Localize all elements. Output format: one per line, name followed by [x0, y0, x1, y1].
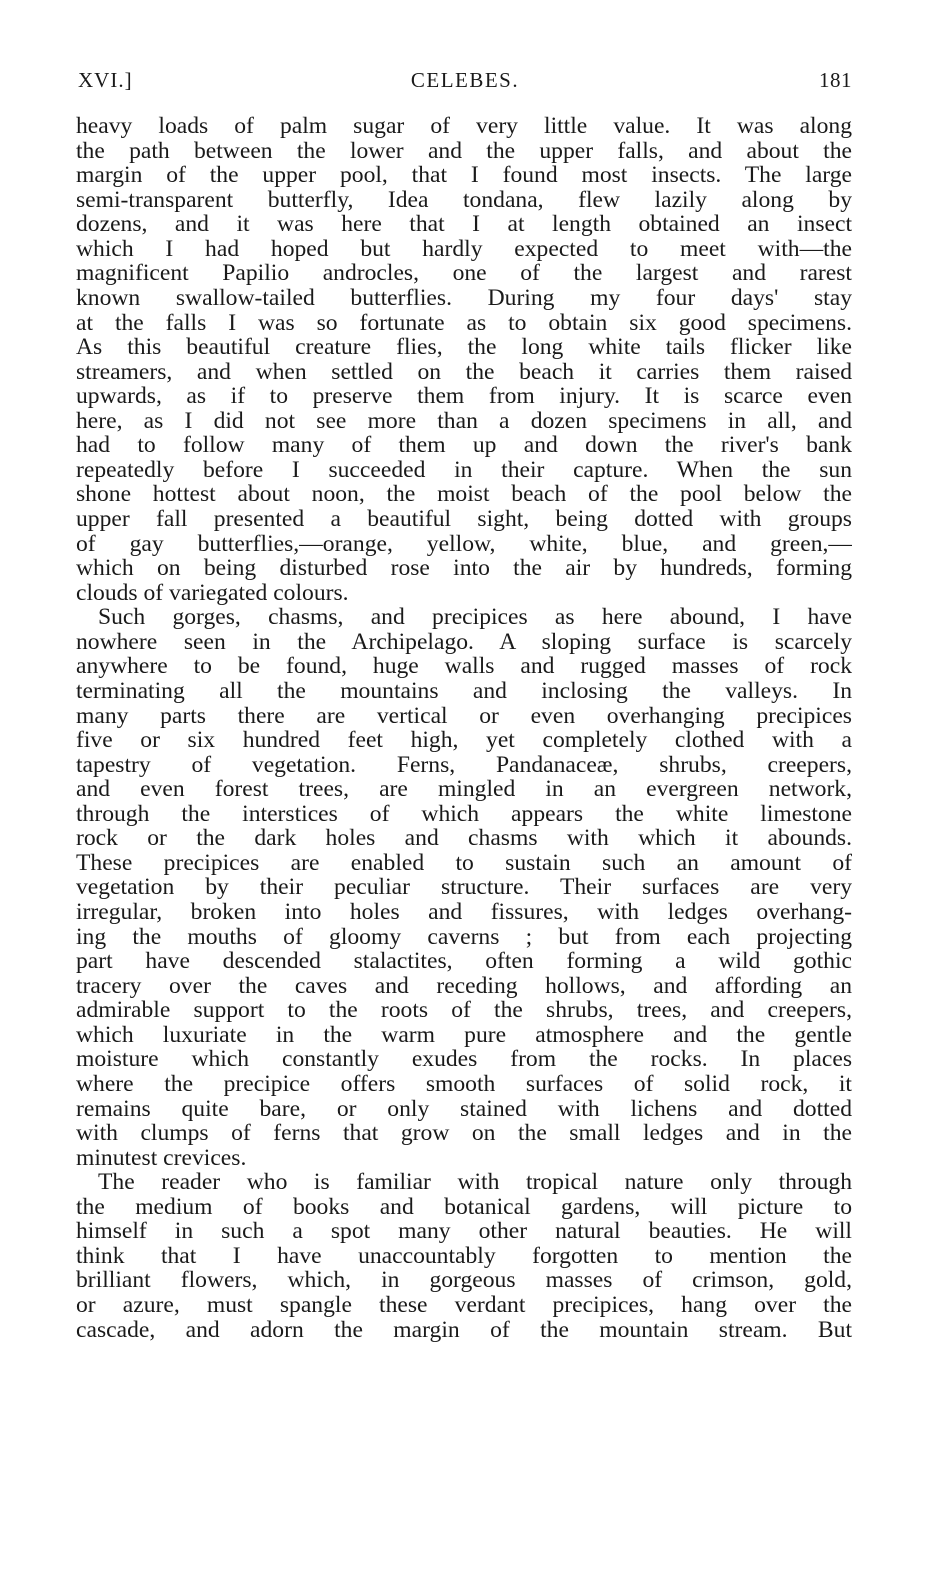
text-line: where the precipice offers smooth surfaces of solid rock, it: [76, 1071, 852, 1097]
text-line: These precipices are enabled to sustain such an amount of: [76, 850, 852, 876]
text-line: clouds of variegated colours.: [76, 580, 349, 606]
text-line: known swallow-tailed butterflies. During my four days' stay: [76, 285, 852, 311]
text-line: Such gorges, chasms, and precipices as here abound, I have: [98, 605, 852, 630]
text-line: minutest crevices.: [76, 1145, 247, 1171]
text-line: streamers, and when settled on the beach it carries them raised: [76, 359, 852, 385]
text-line: moisture which constantly exudes from the rocks. In places: [76, 1047, 852, 1072]
text-line: himself in such a spot many other natural beauties. He will: [76, 1219, 852, 1244]
text-line: five or six hundred feet high, yet completely clothed with a: [76, 728, 852, 753]
text-line: shone hottest about noon, the moist beach of the pool below the: [76, 482, 852, 507]
text-line: think that I have unaccountably forgotten to mention the: [76, 1243, 852, 1269]
page-number: 181: [819, 68, 852, 92]
text-line: with clumps of ferns that grow on the small ledges and in the: [76, 1121, 852, 1146]
text-line: tracery over the caves and receding hollows, and affording an: [76, 973, 852, 999]
text-line: of gay butterflies,—orange, yellow, white, blue, and green,—: [76, 531, 852, 557]
text-line: which I had hoped but hardly expected to meet with—the: [76, 236, 852, 262]
text-line: As this beautiful creature flies, the long white tails flicker like: [76, 335, 852, 360]
text-line: which luxuriate in the warm pure atmosphere and the gentle: [76, 1022, 852, 1048]
text-line: cascade, and adorn the margin of the mountain stream. But: [76, 1317, 852, 1343]
text-line: the path between the lower and the upper falls, and about the: [76, 138, 852, 164]
text-line: which on being disturbed rose into the air by hundreds, forming: [76, 556, 852, 581]
text-line: many parts there are vertical or even overhanging precipices: [76, 703, 852, 729]
text-line: vegetation by their peculiar structure. Their surfaces are very: [76, 875, 852, 900]
text-line: had to follow many of them up and down the river's bank: [76, 433, 852, 458]
text-line: and even forest trees, are mingled in an evergreen network,: [76, 777, 852, 802]
text-line: part have descended stalactites, often forming a wild gothic: [76, 949, 852, 974]
text-line: remains quite bare, or only stained with lichens and dotted: [76, 1096, 852, 1122]
text-line: anywhere to be found, huge walls and rugged masses of rock: [76, 654, 852, 679]
text-line: dozens, and it was here that I at length obtained an insect: [76, 212, 852, 237]
text-line: The reader who is familiar with tropical nature only through: [98, 1170, 852, 1195]
text-line: irregular, broken into holes and fissures, with ledges overhang-: [76, 900, 852, 925]
text-line: the medium of books and botanical gardens, will picture to: [76, 1194, 852, 1220]
chapter-title: CELEBES.: [410, 68, 520, 92]
text-line: rock or the dark holes and chasms with which it abounds.: [76, 826, 852, 851]
chapter-number: XVI.]: [78, 68, 133, 92]
text-line: upper fall presented a beautiful sight, being dotted with groups: [76, 507, 852, 532]
text-line: magnificent Papilio androcles, one of the largest and rarest: [76, 261, 852, 286]
text-line: tapestry of vegetation. Ferns, Pandanaceæ, shrubs, creepers,: [76, 752, 852, 778]
running-head: [78, 68, 852, 98]
text-line: semi-transparent butterfly, Idea tondana, flew lazily along by: [76, 187, 852, 213]
text-line: ing the mouths of gloomy caverns ; but from each projecting: [76, 924, 852, 950]
text-line: or azure, must spangle these verdant precipices, hang over the: [76, 1293, 852, 1318]
text-line: repeatedly before I succeeded in their capture. When the sun: [76, 457, 852, 483]
text-line: margin of the upper pool, that I found most insects. The large: [76, 163, 852, 188]
body-text: [76, 114, 852, 1342]
text-line: here, as I did not see more than a dozen specimens in all, and: [76, 408, 852, 434]
text-line: upwards, as if to preserve them from injury. It is scarce even: [76, 384, 852, 409]
text-line: terminating all the mountains and inclosing the valleys. In: [76, 678, 852, 704]
text-line: admirable support to the roots of the shrubs, trees, and creepers,: [76, 998, 852, 1023]
text-line: at the falls I was so fortunate as to obtain six good specimens.: [76, 310, 852, 336]
text-line: brilliant flowers, which, in gorgeous masses of crimson, gold,: [76, 1268, 852, 1293]
text-line: heavy loads of palm sugar of very little value. It was along: [76, 114, 852, 139]
text-line: nowhere seen in the Archipelago. A sloping surface is scarcely: [76, 629, 852, 655]
text-line: through the interstices of which appears the white limestone: [76, 801, 852, 827]
